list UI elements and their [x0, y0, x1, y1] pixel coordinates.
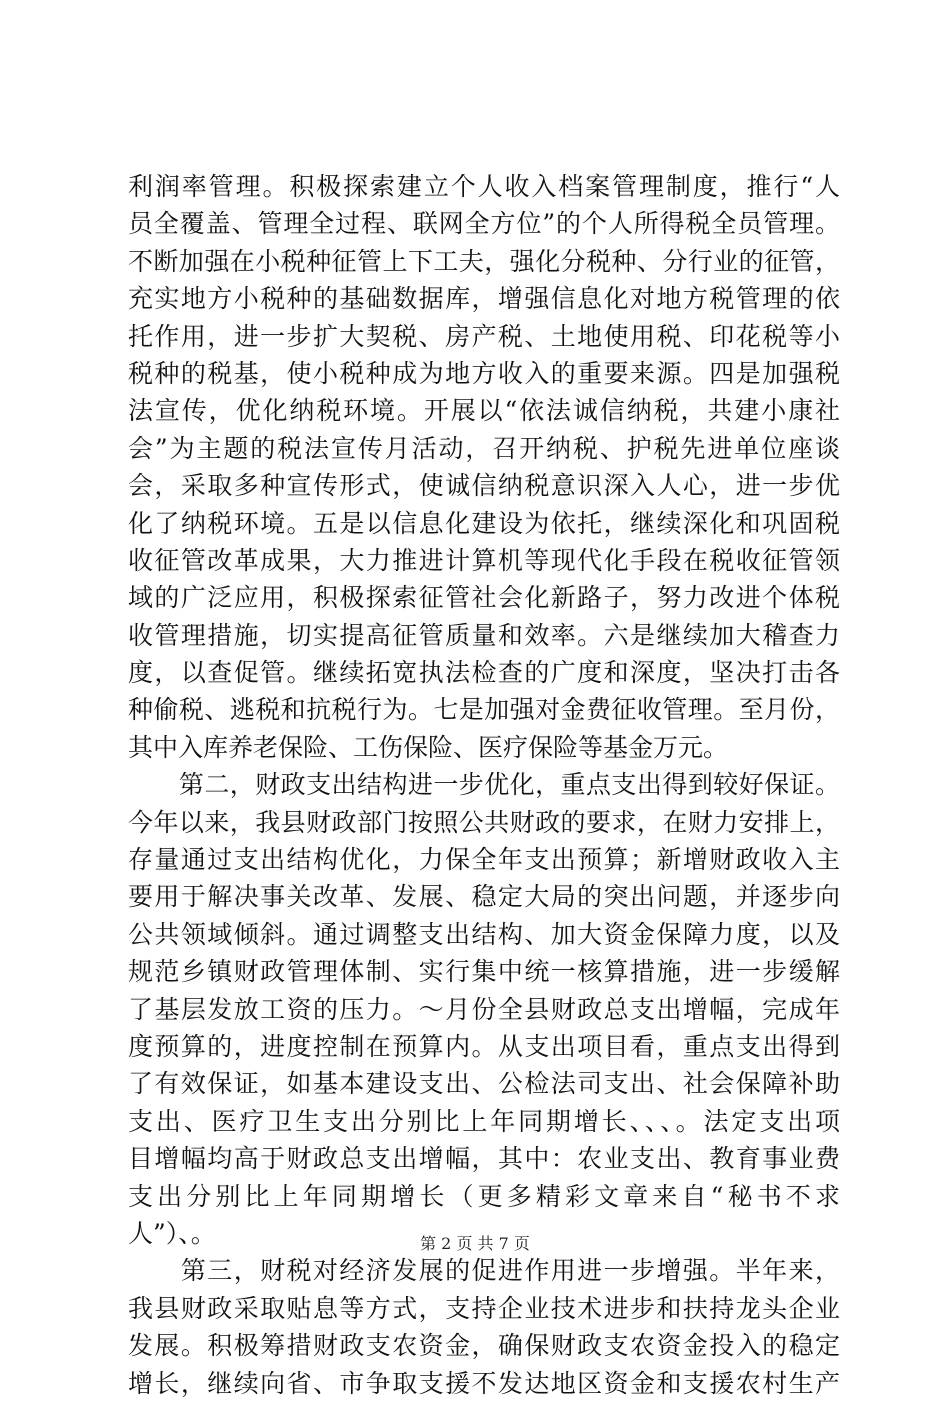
page-footer	[0, 1234, 950, 1254]
text-line: 支出分别比上年同期增长（更多精彩文章来自“秘书不求	[128, 1181, 840, 1211]
text-line: 要用于解决事关改革、发展、稳定大局的突出问题，并逐步向	[128, 882, 840, 912]
text-line: 会”为主题的税法宣传月活动，召开纳税、护税先进单位座谈	[128, 433, 840, 463]
text-line: 不断加强在小税种征管上下工夫，强化分税种、分行业的征管，	[128, 246, 840, 276]
text-line: 收管理措施，切实提高征管质量和效率。六是继续加大稽查力	[128, 620, 840, 650]
text-line: 税种的税基，使小税种成为地方收入的重要来源。四是加强税	[128, 358, 840, 388]
text-line: 第三，财税对经济发展的促进作用进一步增强。半年来，	[128, 1256, 840, 1286]
text-line: 第二，财政支出结构进一步优化，重点支出得到较好保证。	[128, 770, 840, 800]
text-line: 充实地方小税种的基础数据库，增强信息化对地方税管理的依	[128, 284, 840, 314]
text-line: 种偷税、逃税和抗税行为。七是加强对金费征收管理。至月份，	[128, 695, 840, 725]
text-line: 支出、医疗卫生支出分别比上年同期增长、、、。法定支出项	[128, 1106, 840, 1136]
text-line: 规范乡镇财政管理体制、实行集中统一核算措施，进一步缓解	[128, 957, 840, 987]
text-line: 增长，继续向省、市争取支援不发达地区资金和支援农村生产	[128, 1368, 840, 1398]
text-line: 公共领域倾斜。通过调整支出结构、加大资金保障力度，以及	[128, 919, 840, 949]
text-line: 发展。积极筹措财政支农资金，确保财政支农资金投入的稳定	[128, 1331, 840, 1361]
text-line: 利润率管理。积极探索建立个人收入档案管理制度，推行“人	[128, 172, 840, 201]
text-line: 了基层发放工资的压力。～月份全县财政总支出增幅，完成年	[128, 994, 840, 1024]
text-line: 收征管改革成果，大力推进计算机等现代化手段在税收征管领	[128, 545, 840, 575]
text-line: 会，采取多种宣传形式，使诚信纳税意识深入人心，进一步优	[128, 471, 840, 501]
text-line: 人”）、。	[128, 1218, 216, 1248]
text-line: 托作用，进一步扩大契税、房产税、土地使用税、印花税等小	[128, 321, 840, 351]
text-line: 目增幅均高于财政总支出增幅，其中：农业支出、教育事业费	[128, 1144, 840, 1174]
text-line: 法宣传，优化纳税环境。开展以“依法诚信纳税，共建小康社	[128, 396, 840, 426]
text-line: 度，以查促管。继续拓宽执法检查的广度和深度，坚决打击各	[128, 658, 840, 688]
text-line: 其中入库养老保险、工伤保险、医疗保险等基金万元。	[128, 732, 729, 762]
page-number-label: 第 2 页 共 7 页	[420, 1234, 530, 1253]
body-text	[128, 168, 840, 1402]
text-line: 我县财政采取贴息等方式，支持企业技术进步和扶持龙头企业	[128, 1293, 840, 1323]
text-line: 今年以来，我县财政部门按照公共财政的要求，在财力安排上，	[128, 807, 840, 837]
text-line: 了有效保证，如基本建设支出、公检法司支出、社会保障补助	[128, 1069, 840, 1099]
text-line: 化了纳税环境。五是以信息化建设为依托，继续深化和巩固税	[128, 508, 840, 538]
text-line: 员全覆盖、管理全过程、联网全方位”的个人所得税全员管理。	[128, 209, 840, 239]
text-line: 域的广泛应用，积极探索征管社会化新路子，努力改进个体税	[128, 583, 840, 613]
text-line: 度预算的，进度控制在预算内。从支出项目看，重点支出得到	[128, 1031, 840, 1061]
text-line: 存量通过支出结构优化，力保全年支出预算；新增财政收入主	[128, 845, 840, 875]
